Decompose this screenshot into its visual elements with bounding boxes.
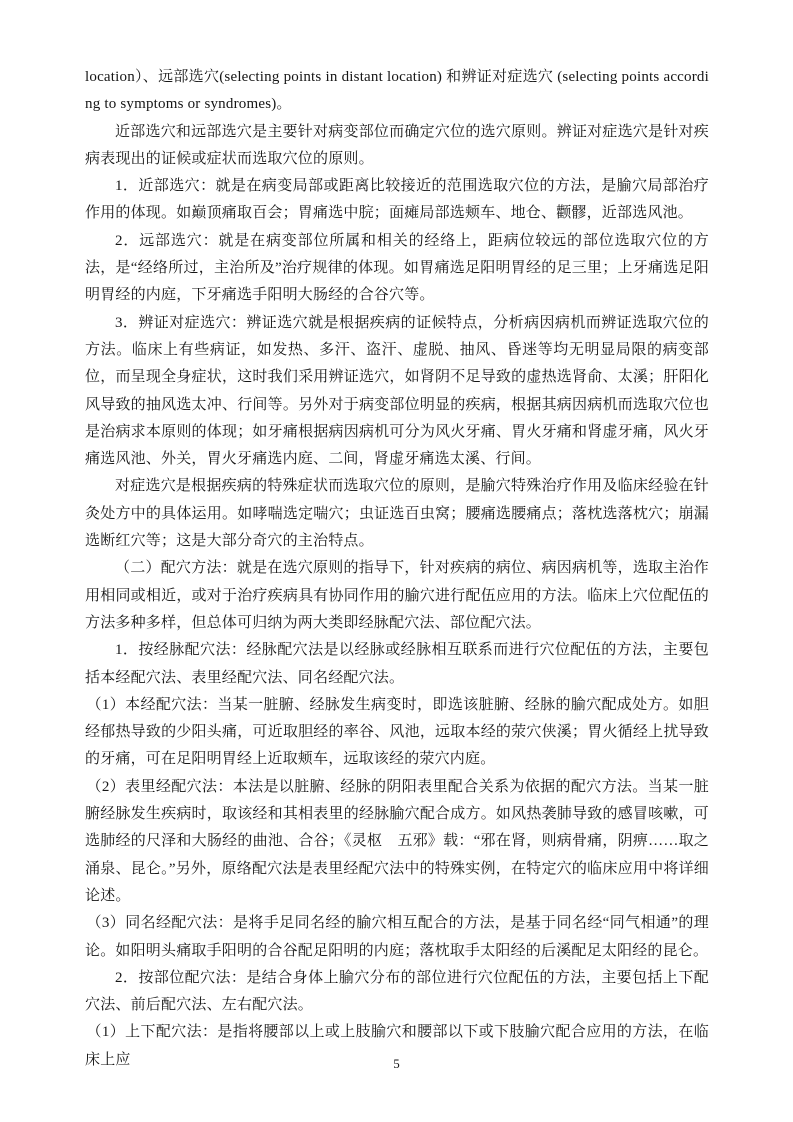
paragraph-sub-1-same-meridian: （1）本经配穴法：当某一脏腑、经脉发生病变时，即选该脏腑、经脉的腧穴配成处方。如胆经郁热导致的少阳头痛，可近取胆经的率谷、风池，远取本经的荥穴侠溪；胃火循经上扰导致的牙痛，可在足阳明胃经上近取颊车，远取该经的荥穴内庭。 bbox=[85, 696, 709, 768]
paragraph-symptom-selection: 对症选穴是根据疾病的特殊症状而选取穴位的原则，是腧穴特殊治疗作用及临床经验在针灸处方中的具体运用。如哮喘选定喘穴；虫证选百虫窝；腰痛选腰痛点；落枕选落枕穴；崩漏选断红穴等；这是大部分奇穴的主治特点。 bbox=[85, 478, 709, 550]
paragraph-sub-3-same-name-meridian: （3）同名经配穴法：是将手足同名经的腧穴相互配合的方法，是基于同名经“同气相通”的理论。如阳明头痛取手阳明的合谷配足阳明的内庭；落枕取手太阳经的后溪配足太阳经的昆仑。 bbox=[85, 915, 709, 959]
document-body bbox=[85, 64, 709, 1074]
paragraph-item-1-meridian-pairing: 1．按经脉配穴法：经脉配穴法是以经脉或经脉相互联系而进行穴位配伍的方法，主要包括本经配穴法、表里经配穴法、同名经配穴法。 bbox=[85, 642, 709, 686]
page-number: 5 bbox=[393, 1056, 400, 1071]
paragraph-continuation: location）、远部选穴(selecting points in distant location) 和辨证对症选穴 (selecting points according to symptoms or syndromes)。 bbox=[85, 69, 709, 113]
paragraph-item-3-syndrome-selection: 3．辨证对症选穴：辨证选穴就是根据疾病的证候特点，分析病因病机而辨证选取穴位的方法。临床上有些病证，如发热、多汗、盗汗、虚脱、抽风、昏迷等均无明显局限的病变部位，而呈现全身症状，这时我们采用辨证选穴，如肾阴不足导致的虚热选肾俞、太溪；肝阳化风导致的抽风选太冲、行间等。另外对于病变部位明显的疾病，根据其病因病机而选取穴位也是治病求本原则的体现；如牙痛根据病因病机可分为风火牙痛、胃火牙痛和肾虚牙痛，风火牙痛选风池、外关，胃火牙痛选内庭、二间，肾虚牙痛选太溪、行间。 bbox=[85, 314, 709, 468]
paragraph-section-2-pairing-methods: （二）配穴方法：就是在选穴原则的指导下，针对疾病的病位、病因病机等，选取主治作用相同或相近，或对于治疗疾病具有协同作用的腧穴进行配伍应用的方法。临床上穴位配伍的方法多种多样，但总体可归纳为两大类即经脉配穴法、部位配穴法。 bbox=[85, 560, 709, 631]
paragraph-item-1-near-selection: 1．近部选穴：就是在病变局部或距离比较接近的范围选取穴位的方法，是腧穴局部治疗作用的体现。如巅顶痛取百会；胃痛选中脘；面瘫局部选颊车、地仓、颧髎，近部选风池。 bbox=[85, 178, 709, 222]
paragraph: 近部选穴和远部选穴是主要针对病变部位而确定穴位的选穴原则。辨证对症选穴是针对疾病表现出的证候或症状而选取穴位的原则。 bbox=[85, 123, 709, 167]
paragraph-sub-1-upper-lower: （1）上下配穴法：是指将腰部以上或上肢腧穴和腰部以下或下肢腧穴配合应用的方法，在临床上应 bbox=[85, 1024, 709, 1068]
paragraph-item-2-location-pairing: 2．按部位配穴法：是结合身体上腧穴分布的部位进行穴位配伍的方法，主要包括上下配穴法、前后配穴法、左右配穴法。 bbox=[85, 969, 709, 1014]
paragraph-sub-2-interior-exterior: （2）表里经配穴法：本法是以脏腑、经脉的阴阳表里配合关系为依据的配穴方法。当某一脏腑经脉发生疾病时，取该经和其相表里的经脉腧穴配合成方。如风热袭肺导致的感冒咳嗽，可选肺经的尺泽和大肠经的曲池、合谷；《灵枢 五邪》载：“邪在肾，则病骨痛，阴痹……取之涌泉、昆仑。”另外，原络配穴法是表里经配穴法中的特殊实例，在特定穴的临床应用中将详细论述。 bbox=[85, 778, 709, 904]
paragraph-item-2-distant-selection: 2．远部选穴：就是在病变部位所属和相关的经络上，距病位较远的部位选取穴位的方法，是“经络所过，主治所及”治疗规律的体现。如胃痛选足阳明胃经的足三里；上牙痛选足阳明胃经的内庭，下牙痛选手阳明大肠经的合谷穴等。 bbox=[85, 232, 709, 304]
